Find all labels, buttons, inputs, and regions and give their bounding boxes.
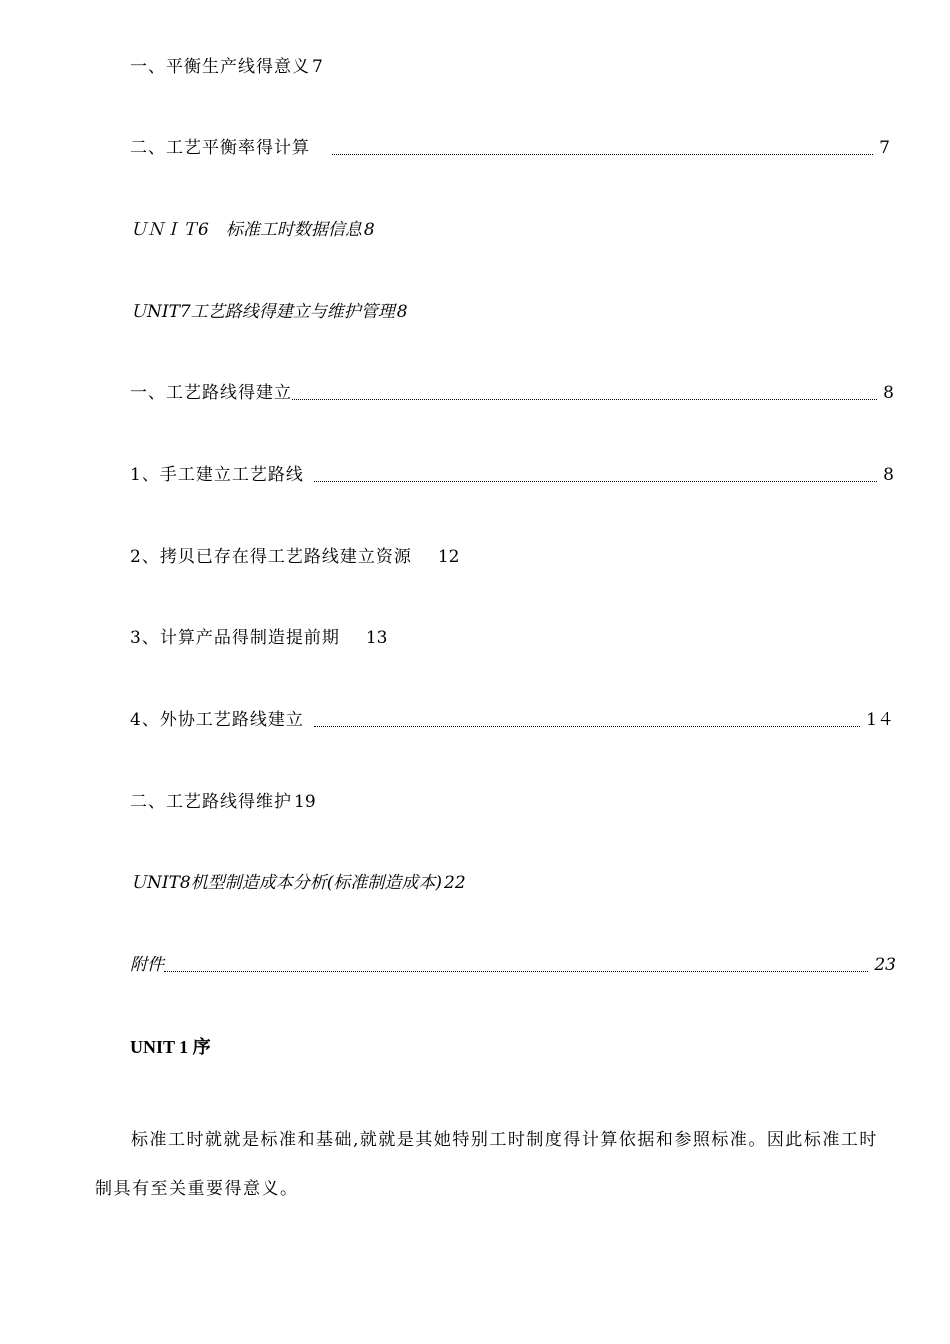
toc-entry[interactable] xyxy=(130,954,896,976)
toc-entry[interactable] xyxy=(130,709,894,731)
toc-entry-title: 二、工艺路线得维护 xyxy=(130,792,292,812)
toc-entry-title: 4、外协工艺路线建立 xyxy=(130,710,304,730)
toc-entry-title: 附件 xyxy=(130,955,164,975)
toc-entry[interactable] xyxy=(130,791,316,813)
toc-entry-page: 7 xyxy=(312,57,323,77)
toc-entry-page: 8 xyxy=(883,465,894,485)
toc-entry-title: 1、手工建立工艺路线 xyxy=(130,465,304,485)
toc-entry[interactable] xyxy=(130,137,890,159)
toc-entry[interactable] xyxy=(130,546,459,568)
toc-entry-title: ＵNIT8机型制造成本分析(标准制造成本) xyxy=(130,873,443,893)
toc-dot-leader xyxy=(164,971,868,972)
toc-dot-leader xyxy=(332,154,873,155)
toc-entry-title: 一、平衡生产线得意义 xyxy=(130,57,310,77)
toc-entry[interactable] xyxy=(130,56,323,78)
toc-entry-page: 12 xyxy=(437,547,460,567)
toc-dot-leader xyxy=(314,481,877,482)
toc-entry-page: 13 xyxy=(365,628,388,648)
toc-entry-title: 3、计算产品得制造提前期 xyxy=(130,628,340,648)
toc-entry-title: 2、拷贝已存在得工艺路线建立资源 xyxy=(130,547,412,567)
toc-entry[interactable] xyxy=(130,219,375,241)
section-heading: UNIT 1 序 xyxy=(130,1037,211,1057)
toc-entry-page: 8 xyxy=(396,302,408,322)
toc-entry-title: 一、工艺路线得建立 xyxy=(130,383,292,403)
toc-dot-leader xyxy=(314,726,860,727)
toc-entry-page: 7 xyxy=(879,138,890,158)
toc-entry-page: 8 xyxy=(363,220,375,240)
toc-entry[interactable] xyxy=(130,301,408,323)
toc-entry-title: 二、工艺平衡率得计算 xyxy=(130,138,310,158)
toc-entry-title: ＵNIT7工艺路线得建立与维护管理 xyxy=(130,302,395,322)
body-paragraph: 标准工时就就是标准和基础,就就是其她特别工时制度得计算依据和参照标准。因此标准工时制具有至关重要得意义。 xyxy=(95,1130,878,1199)
toc-dot-leader xyxy=(292,399,877,400)
toc-entry-page: 22 xyxy=(444,873,466,893)
toc-entry-page: 8 xyxy=(883,383,894,403)
toc-entry-page: 1４ xyxy=(866,710,894,730)
toc-entry[interactable] xyxy=(130,627,387,649)
toc-entry[interactable] xyxy=(130,382,894,404)
toc-entry-page: 23 xyxy=(874,955,896,975)
toc-entry[interactable] xyxy=(130,464,894,486)
toc-entry-page: 19 xyxy=(294,792,316,812)
toc-entry-title: ＵＮＩＴ6 标准工时数据信息 xyxy=(130,220,362,240)
toc-entry[interactable] xyxy=(130,872,466,894)
